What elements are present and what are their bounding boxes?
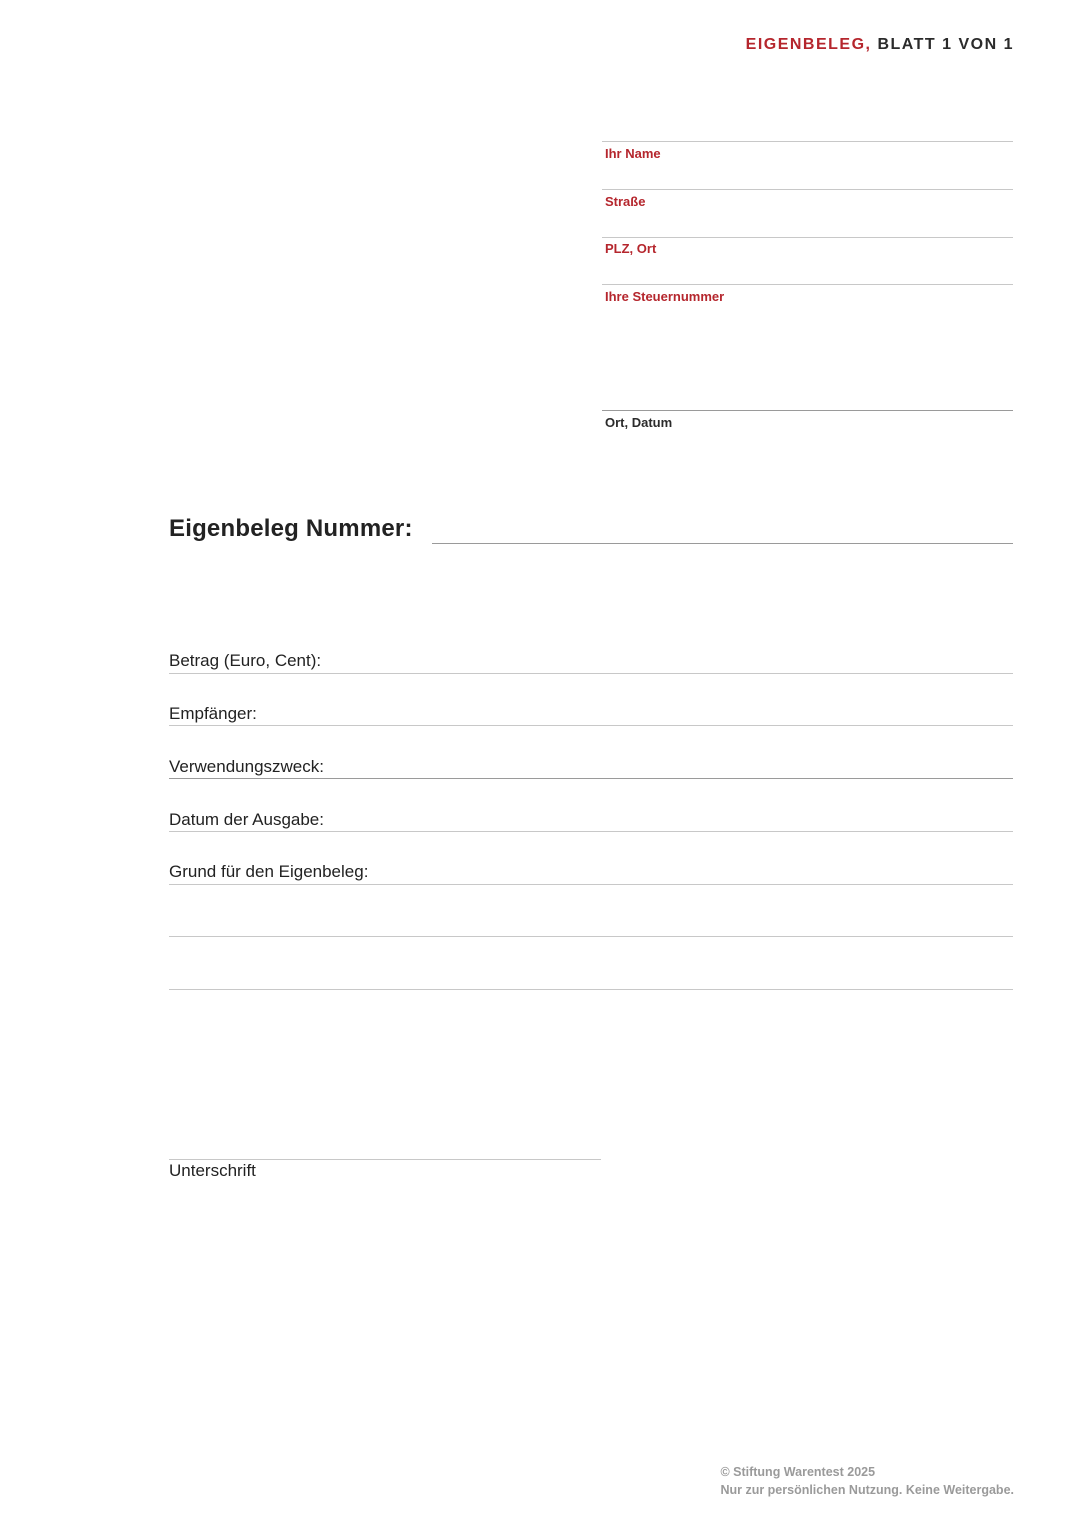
footer bbox=[720, 1463, 1014, 1499]
document-title: Eigenbeleg Nummer: bbox=[169, 515, 413, 542]
sheet-header bbox=[746, 36, 1014, 54]
amount-line[interactable] bbox=[169, 673, 1013, 674]
street-label: Straße bbox=[605, 194, 646, 209]
name-line[interactable] bbox=[602, 141, 1013, 142]
reason-line-3[interactable] bbox=[169, 989, 1013, 990]
signature-line[interactable] bbox=[169, 1159, 601, 1160]
place-date-label: Ort, Datum bbox=[605, 415, 673, 430]
date-label: Datum der Ausgabe: bbox=[169, 810, 324, 829]
purpose-line[interactable] bbox=[169, 778, 1013, 779]
purpose-label: Verwendungszweck: bbox=[169, 757, 324, 776]
receipt-number-line[interactable] bbox=[432, 543, 1013, 544]
date-line[interactable] bbox=[169, 831, 1013, 832]
tax-number-line[interactable] bbox=[602, 284, 1013, 285]
recipient-line[interactable] bbox=[169, 725, 1013, 726]
place-date-line[interactable] bbox=[602, 410, 1013, 411]
sheet-number: BLATT 1 VON 1 bbox=[877, 36, 1014, 53]
city-line[interactable] bbox=[602, 237, 1013, 238]
document-type: EIGENBELEG, bbox=[745, 36, 872, 53]
reason-line-2[interactable] bbox=[169, 936, 1013, 937]
usage-notice: Nur zur persönlichen Nutzung. Keine Weitergabe. bbox=[720, 1483, 1014, 1497]
reason-label: Grund für den Eigenbeleg: bbox=[169, 862, 369, 881]
amount-label: Betrag (Euro, Cent): bbox=[169, 651, 322, 670]
copyright-text: © Stiftung Warentest 2025 bbox=[720, 1465, 876, 1479]
reason-line-1[interactable] bbox=[169, 884, 1013, 885]
city-label: PLZ, Ort bbox=[605, 241, 657, 256]
recipient-label: Empfänger: bbox=[169, 704, 257, 723]
signature-label: Unterschrift bbox=[169, 1161, 256, 1180]
tax-number-label: Ihre Steuernummer bbox=[605, 289, 725, 304]
name-label: Ihr Name bbox=[605, 146, 661, 161]
street-line[interactable] bbox=[602, 189, 1013, 190]
